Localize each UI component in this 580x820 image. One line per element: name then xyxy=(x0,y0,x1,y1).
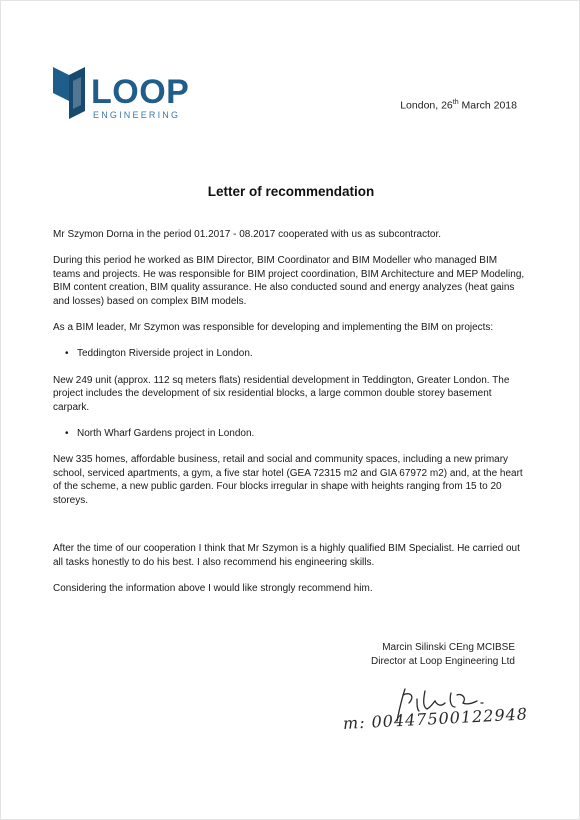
company-name: LOOP xyxy=(91,73,190,111)
signatory-title: Director at Loop Engineering Ltd xyxy=(371,656,515,667)
intro-paragraph: Mr Szymon Dorna in the period 01.2017 - 08.2017 cooperated with us as subcontractor. xyxy=(53,229,442,240)
signature-block xyxy=(371,641,515,669)
project-name: • North Wharf Gardens project in London. xyxy=(53,427,527,440)
letter-title: Letter of recommendation xyxy=(207,184,375,199)
conclusion-paragraph: After the time of our cooperation I think that Mr Szymon is a highly qualified BIM Specialist. He carried out all tasks honestly to do his best. I also recommend his engineering skills. xyxy=(53,543,520,568)
project-description: New 249 unit (approx. 112 sq meters flats) residential development in Teddington, Greater London. The project includes the development of six residential blocks, a large common double storey basement carpark. xyxy=(53,374,510,413)
project-name: • Teddington Riverside project in London. xyxy=(53,347,527,360)
closing-paragraph: Considering the information above I would like strongly recommend him. xyxy=(53,582,373,594)
letter-date: London, 26th March 2018 xyxy=(400,99,517,112)
company-logo xyxy=(53,67,193,123)
loop-logo-icon xyxy=(53,67,89,119)
handwritten-phone: m: 00447500122948 xyxy=(342,704,529,733)
project-item xyxy=(53,347,527,414)
company-tagline: ENGINEERING xyxy=(93,110,181,120)
project-description: New 335 homes, affordable business, retail and social and community spaces, including a new primary school, serviced apartments, a gym, a five star hotel (GEA 72315 m2 and GIA 67972 m2) and, at the heart of the scheme, a new public garden. Four blocks irregular in shape with heights ranging from 15 to 20 storeys. xyxy=(53,454,523,506)
role-paragraph: During this period he worked as BIM Director, BIM Coordinator and BIM Modeller who managed BIM teams and projects. He was responsible for BIM project coordination, BIM Architecture and MEP Modeling, BIM content creation, BIM quality assurance. He also conducted sound and energy analyzes (heat gains and losses) based on complex BIM models. xyxy=(53,255,525,307)
letter-body xyxy=(53,228,527,608)
project-item xyxy=(53,427,527,507)
signatory-name: Marcin Silinski CEng MCIBSE xyxy=(382,642,515,653)
leader-paragraph: As a BIM leader, Mr Szymon was responsible for developing and implementing the BIM on projects: xyxy=(53,322,494,334)
